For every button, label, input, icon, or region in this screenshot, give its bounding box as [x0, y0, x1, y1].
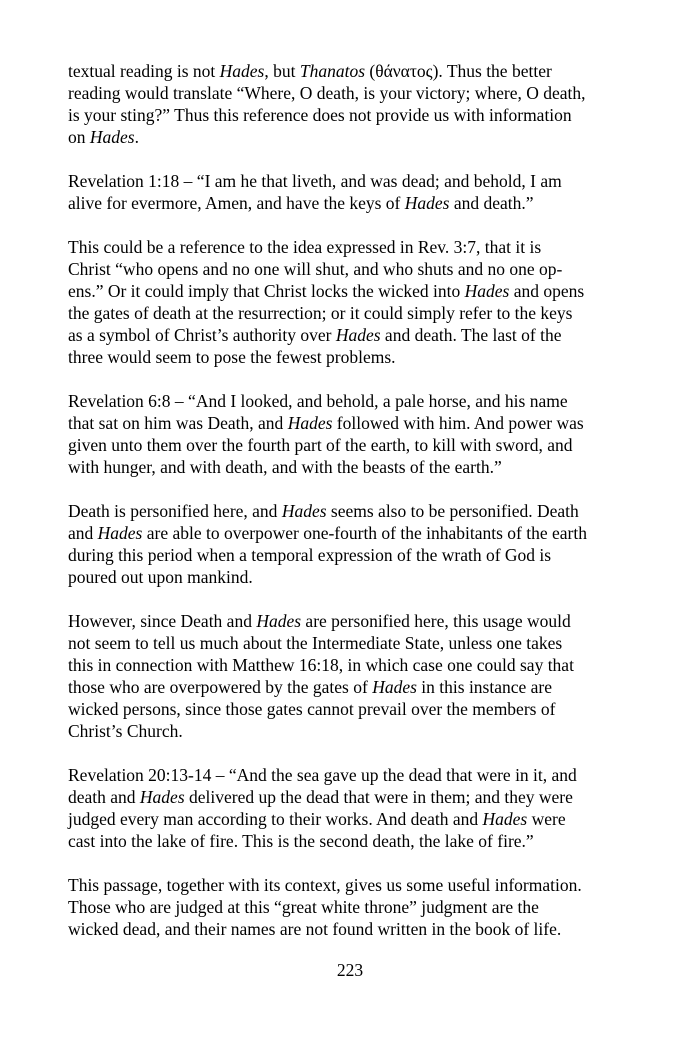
text-segment: This passage, together with its context, gives us some useful information. [68, 875, 582, 895]
text-line [68, 390, 632, 412]
text-segment: wicked dead, and their names are not found written in the book of life. [68, 919, 562, 939]
text-segment: and [68, 523, 98, 543]
text-line [68, 720, 632, 742]
text-segment: as a symbol of Christ’s authority over [68, 325, 336, 345]
text-line [68, 192, 632, 214]
page-body [68, 60, 632, 962]
text-segment: poured out upon mankind. [68, 567, 253, 587]
italic-term: Hades [482, 809, 528, 829]
text-line [68, 896, 632, 918]
italic-term: Thanatos [299, 61, 366, 81]
text-segment: given unto them over the fourth part of the earth, to kill with sword, and [68, 435, 573, 455]
paragraph [68, 764, 632, 852]
text-segment: However, since Death and [68, 611, 257, 631]
italic-term: Hades [372, 677, 417, 697]
text-line [68, 522, 632, 544]
text-line [68, 632, 632, 654]
text-segment: are personified here, this usage would [301, 611, 571, 631]
text-line [68, 280, 632, 302]
text-segment: alive for evermore, Amen, and have the keys of [68, 193, 405, 213]
italic-term: Hades [89, 127, 135, 147]
text-line [68, 544, 632, 566]
italic-term: Hades [281, 501, 327, 521]
italic-term: Hades [335, 325, 381, 345]
text-line [68, 302, 632, 324]
paragraph [68, 170, 632, 214]
paragraph [68, 60, 632, 148]
text-segment: cast into the lake of fire. This is the second death, the lake of fire.” [68, 831, 534, 851]
text-segment: not seem to tell us much about the Intermediate State, unless one takes [68, 633, 563, 653]
italic-term: Hades [464, 281, 510, 301]
text-segment: and death.” [449, 193, 534, 213]
text-line [68, 60, 632, 82]
text-segment: those who are overpowered by the gates of [68, 677, 373, 697]
text-segment: Christ “who opens and no one will shut, and who shuts and no one op- [68, 259, 563, 279]
text-line [68, 236, 632, 258]
text-line [68, 874, 632, 896]
text-line [68, 126, 632, 148]
text-segment: in this instance are [416, 677, 553, 697]
text-segment: three would seem to pose the fewest problems. [68, 347, 396, 367]
text-segment: and opens [509, 281, 585, 301]
text-line [68, 434, 632, 456]
text-line [68, 258, 632, 280]
text-segment: Revelation 6:8 – “And I looked, and behold, a pale horse, and his name [68, 391, 568, 411]
text-segment: delivered up the dead that were in them; and they were [184, 787, 573, 807]
italic-term: Hades [219, 61, 265, 81]
text-segment: reading would translate “Where, O death, is your victory; where, O death, [68, 83, 586, 103]
italic-term: Hades [139, 787, 185, 807]
text-line [68, 324, 632, 346]
text-line [68, 786, 632, 808]
paragraph [68, 610, 632, 742]
text-segment: ens.” Or it could imply that Christ locks the wicked into [68, 281, 465, 301]
text-segment: this in connection with Matthew 16:18, in which case one could say that [68, 655, 574, 675]
text-segment: the gates of death at the resurrection; or it could simply refer to the keys [68, 303, 573, 323]
text-line [68, 500, 632, 522]
text-segment: seems also to be personified. Death [326, 501, 579, 521]
text-line [68, 808, 632, 830]
text-line [68, 346, 632, 368]
text-line [68, 610, 632, 632]
text-line [68, 170, 632, 192]
text-line [68, 412, 632, 434]
text-segment: on [68, 127, 90, 147]
paragraph [68, 390, 632, 478]
text-segment: Death is personified here, and [68, 501, 282, 521]
text-line [68, 698, 632, 720]
paragraph [68, 236, 632, 368]
text-segment: Those who are judged at this “great white throne” judgment are the [68, 897, 539, 917]
paragraph [68, 500, 632, 588]
text-segment: This could be a reference to the idea expressed in Rev. 3:7, that it is [68, 237, 542, 257]
text-segment: were [527, 809, 566, 829]
text-line [68, 104, 632, 126]
text-segment: are able to overpower one-fourth of the inhabitants of the earth [142, 523, 587, 543]
text-line [68, 654, 632, 676]
text-line [68, 82, 632, 104]
text-segment: textual reading is not [68, 61, 220, 81]
italic-term: Hades [404, 193, 450, 213]
text-line [68, 456, 632, 478]
text-line [68, 918, 632, 940]
text-line [68, 566, 632, 588]
text-segment: death and [68, 787, 140, 807]
text-segment: judged every man according to their works. And death and [68, 809, 483, 829]
text-segment: is your sting?” Thus this reference does not provide us with information [68, 105, 572, 125]
text-segment: Revelation 1:18 – “I am he that liveth, and was dead; and behold, I am [68, 171, 562, 191]
text-segment: , but [264, 61, 300, 81]
text-segment: during this period when a temporal expression of the wrath of God is [68, 545, 552, 565]
italic-term: Hades [97, 523, 143, 543]
text-segment: . [134, 127, 139, 147]
text-segment: followed with him. And power was [332, 413, 584, 433]
page-number: 223 [336, 960, 364, 980]
text-segment: with hunger, and with death, and with the beasts of the earth.” [68, 457, 502, 477]
italic-term: Hades [287, 413, 333, 433]
text-segment: (θάνατος). Thus the better [365, 61, 552, 81]
text-segment: Revelation 20:13-14 – “And the sea gave up the dead that were in it, and [68, 765, 577, 785]
text-segment: wicked persons, since those gates cannot prevail over the members of [68, 699, 556, 719]
text-line [68, 676, 632, 698]
text-line [68, 764, 632, 786]
paragraph [68, 874, 632, 940]
text-line [68, 830, 632, 852]
italic-term: Hades [256, 611, 302, 631]
text-segment: and death. The last of the [380, 325, 562, 345]
text-segment: that sat on him was Death, and [68, 413, 288, 433]
text-segment: Christ’s Church. [68, 721, 183, 741]
